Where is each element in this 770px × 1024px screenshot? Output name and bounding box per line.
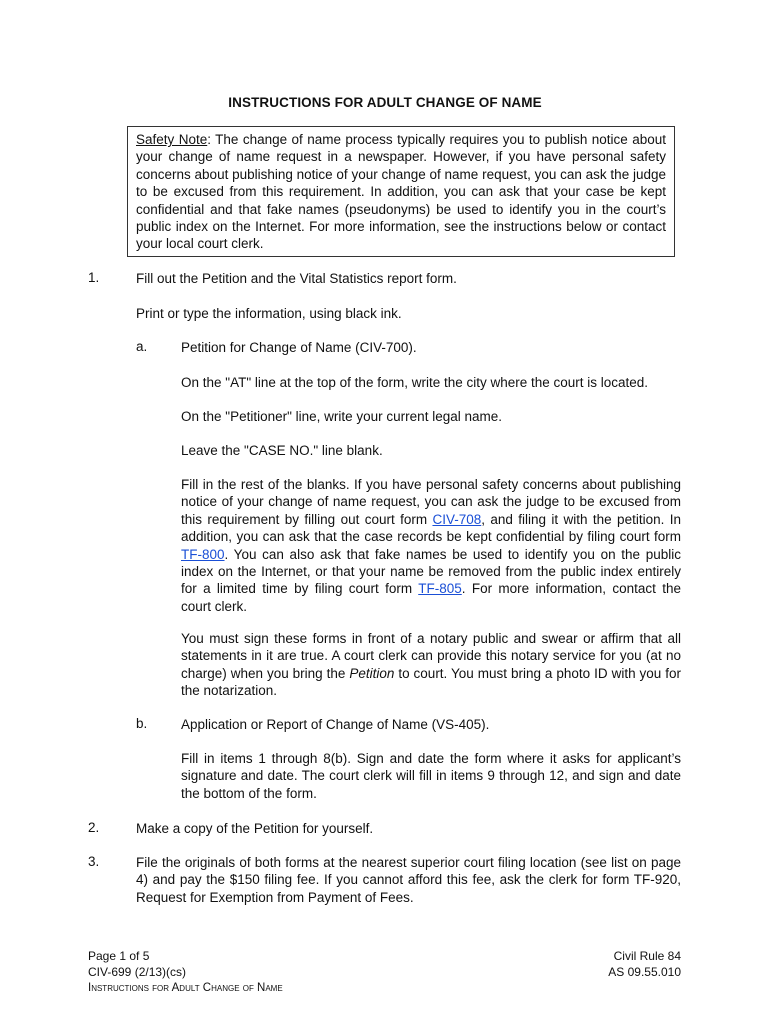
safety-note-label: Safety Note [136,132,208,147]
tf-805-link[interactable]: TF-805 [418,581,462,597]
step-2-text: Make a copy of the Petition for yourself. [136,821,374,836]
step-1a-heading: Petition for Change of Name (CIV-700). [181,340,417,355]
step-1b-heading: Application or Report of Change of Name (VS-405). [181,717,490,732]
step-1b-paragraph: Fill in items 1 through 8(b). Sign and date the form where it asks for applicant’s signature and date. The court clerk will fill in items 9 through 12, and sign and date the bottom of the form. [181,751,681,801]
paragraph-text: to court. You must bring a photo ID with you for the notarization. [181,665,681,699]
footer-right [608,948,681,980]
step-1-heading: Fill out the Petition and the Vital Statistics report form. [136,271,457,286]
step-1a-at-line: On the "AT" line at the top of the form, write the city where the court is located. [181,375,649,390]
paragraph-text: You must sign these forms in front of a notary public and swear or affirm that all statements in it are true. A court clerk can provide this notary service for you (at no charge) when you bring the [181,631,681,681]
safety-note-box [127,126,675,257]
paragraph-text: , and filing it with the petition. In addition, you can ask that the case records be kept confidential by filing court form [181,511,681,545]
footer-page-number: Page 1 of 5 [88,949,150,963]
footer-document-title: Instructions for Adult Change of Name [88,982,283,994]
paragraph-text: . You can also ask that fake names be used to identify you on the public index on the Internet, or that your name be removed from the public index entirely for a limited time by filing court form [181,546,681,597]
paragraph-text: . For more information, contact the court clerk. [181,581,681,614]
safety-note-text: : The change of name process typically requires you to publish notice about your change of name request in a newspaper. However, if you have personal safety concerns about publishing notice of your change of name request, you can ask the judge to be excused from this requirement. In addition, you can ask that your case be kept confidential and that fake names (pseudonyms) be used to identify you in the court’s public index on the Internet. For more information, see the instructions below or contact your local court clerk. [136,132,666,252]
page-title: INSTRUCTIONS FOR ADULT CHANGE OF NAME [228,95,542,110]
step-3-number: 3. [88,854,100,869]
footer-statute: AS 09.55.010 [608,965,681,979]
footer-form-number: CIV-699 (2/13)(cs) [88,965,187,979]
tf-800-link[interactable]: TF-800 [181,546,225,562]
step-1a-petitioner-line: On the "Petitioner" line, write your current legal name. [181,409,502,424]
step-1a-letter: a. [136,339,148,354]
step-1-print-instruction: Print or type the information, using black ink. [136,306,402,321]
step-1-number: 1. [88,270,100,285]
step-1a-case-no: Leave the "CASE NO." line blank. [181,443,383,458]
footer-civil-rule: Civil Rule 84 [613,949,681,963]
step-1b-letter: b. [136,716,148,731]
step-3-text: File the originals of both forms at the nearest superior court filing location (see list on page 4) and pay the $150 filing fee. If you cannot afford this fee, ask the clerk for form TF-920, Request for Exemption from Payment of Fees. [136,855,681,905]
paragraph-text: Fill in the rest of the blanks. If you have personal safety concerns about publishing notice of your change of name request, you can ask the judge to be excused from this requirement by filling out court form [181,477,681,527]
footer-left [88,948,283,996]
petition-emphasis: Petition [349,665,395,681]
civ-708-link[interactable]: CIV-708 [432,511,482,527]
step-1a-notary-paragraph [181,630,681,700]
step-2-number: 2. [88,820,100,835]
step-1a-fill-blanks-paragraph [181,476,681,615]
